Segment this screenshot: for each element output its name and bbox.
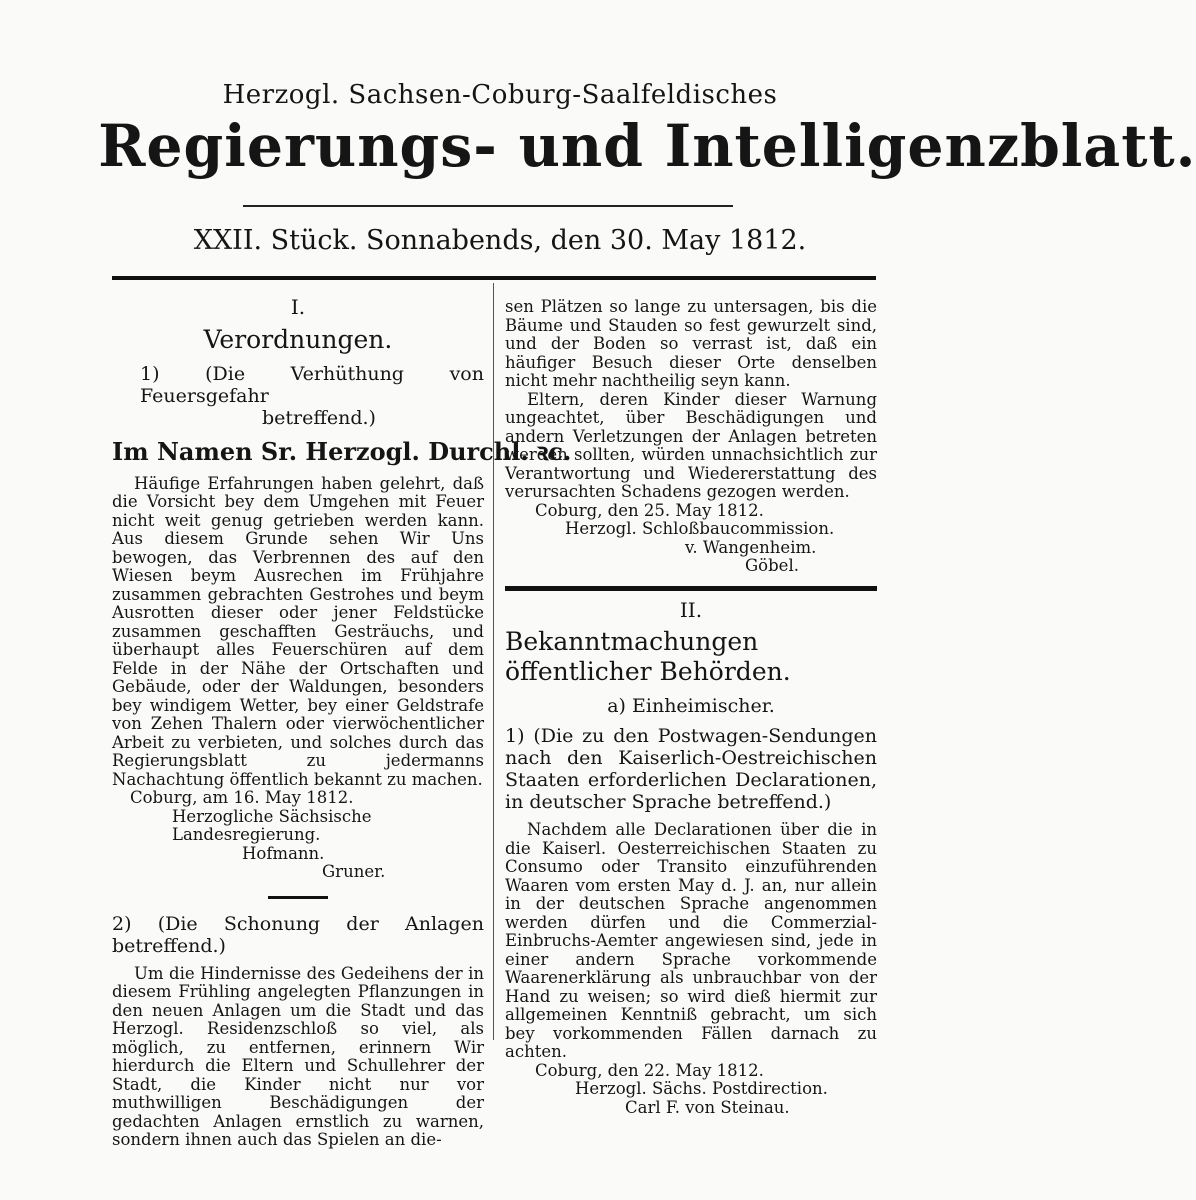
notice-body-continued: sen Plätzen so lange zu untersagen, bis die Bäume und Stauden so fest gewurzelt sind, und der Boden so verrast ist, daß ein häufiger Besuch dieser Orte denselben nicht mehr nachtheilig seyn kann. xyxy=(505,297,877,390)
notice-title: 2) (Die Schonung der Anlagen betreffend.) xyxy=(112,912,484,957)
postal-notice-title: 1) (Die zu den Postwagen-Sendungen nach den Kaiserlich-Oestreichischen Staaten erforderlichen Declarationen, in deutscher Sprache betreffend.) xyxy=(505,725,877,813)
ordinance-signature-2: Gruner. xyxy=(322,862,386,881)
section-number-2: II. xyxy=(679,597,703,622)
left-column xyxy=(112,295,572,1150)
postal-notice-place-date: Coburg, den 22. May 1812. xyxy=(535,1060,764,1080)
notice-body-continued-2: Eltern, deren Kinder dieser Warnung ungeachtet, über Beschädigungen und andern Verletzungen der Anlagen betreten werden sollten, würden unnachsichtlich zur Verantwortung und Wiedererstattung des verursachten Schadens gezogen werden. xyxy=(505,389,877,501)
masthead-title: Regierungs- und Intelligenzblatt. xyxy=(98,112,1196,180)
notice-authority: Herzogl. Schloßbaucommission. xyxy=(565,519,835,538)
column-top-rule xyxy=(112,276,876,280)
publisher-line: Herzogl. Sachsen-Coburg-Saalfeldisches xyxy=(222,80,778,110)
column-divider xyxy=(493,283,494,1040)
right-column xyxy=(505,298,877,1117)
subsection-heading: a) Einheimischer. xyxy=(607,695,775,717)
section-number: I. xyxy=(290,295,306,319)
ordinance-signature-1: Hofmann. xyxy=(242,843,325,863)
header-rule xyxy=(243,205,733,207)
issue-dateline: XXII. Stück. Sonnabends, den 30. May 1812. xyxy=(193,225,807,256)
postal-notice-authority: Herzogl. Sächs. Postdirection. xyxy=(575,1079,828,1098)
postal-notice-signature: Carl F. von Steinau. xyxy=(625,1097,790,1117)
section-heading: Verordnungen. xyxy=(203,324,393,354)
section-separator xyxy=(505,586,877,591)
invocation-line: Im Namen Sr. Herzogl. Durchl. ꝛc. xyxy=(112,436,572,466)
notice-signature-2: Göbel. xyxy=(745,556,799,575)
notice-signature-1: v. Wangenheim. xyxy=(685,537,817,557)
ordinance-title-line1: 1) (Die Verhüthung von Feuersgefahr xyxy=(140,362,484,407)
notice-place-date: Coburg, den 25. May 1812. xyxy=(535,500,764,520)
item-separator xyxy=(268,896,328,899)
postal-notice-body: Nachdem alle Declarationen über die in die Kaiserl. Oesterreichischen Staaten zu Consumo oder Transito einzuführenden Waaren vom ersten May d. J. an, nur allein in der deutschen Sprache angenommen werden dürfen und die Commerzial-Einbruchs-Aemter angewiesen sind, jede in einer andern Sprache vorkommende Waarenerklärung als unbrauchbar von der Hand zu weisen; so wird dieß hiermit zur allgemeinen Kenntniß gebracht, um sich bey vorkommenden Fällen darnach zu achten. xyxy=(505,820,877,1061)
ordinance-title-line2: betreffend.) xyxy=(262,406,376,429)
ordinance-authority: Herzogliche Sächsische Landesregierung. xyxy=(172,806,372,844)
ordinance-body: Häufige Erfahrungen haben gelehrt, daß die Vorsicht bey dem Umgehen mit Feuer nicht weit genug getrieben werden kann. Aus diesem Grunde sehen Wir Uns bewogen, das Verbrennen des auf den Wiesen beym Ausrechen im Frühjahre zusammen gebrachten Gestrohes und beym Ausrotten dieser oder jener Feldstücke zusammen geschafften Gesträuchs, und überhaupt alles Feuerschüren auf dem Felde in der Nähe der Ortschaften und Gebäude, oder der Waldungen, besonders bey windigem Wetter, bey einer Geldstrafe von Zehen Thalern oder vierwöchentlicher Arbeit zu verbieten, und solches durch das Regierungsblatt zu jedermanns Nachachtung öffentlich bekannt zu machen. xyxy=(112,473,484,789)
ordinance-place-date: Coburg, am 16. May 1812. xyxy=(130,788,354,807)
notice-body: Um die Hindernisse des Gedeihens der in diesem Frühling angelegten Pflanzungen in den neuen Anlagen um die Stadt und das Herzogl. Residenzschloß so viel, als möglich, zu entfernen, erinnern Wir hierdurch die Eltern und Schullehrer der Stadt, die Kinder nicht nur vor muthwilligen Beschädigungen der gedachten Anlagen ernstlich zu warnen, sondern ihnen auch das Spielen an die- xyxy=(112,963,484,1149)
section-heading-2: Bekanntmachungen öffentlicher Behörden. xyxy=(505,627,791,686)
